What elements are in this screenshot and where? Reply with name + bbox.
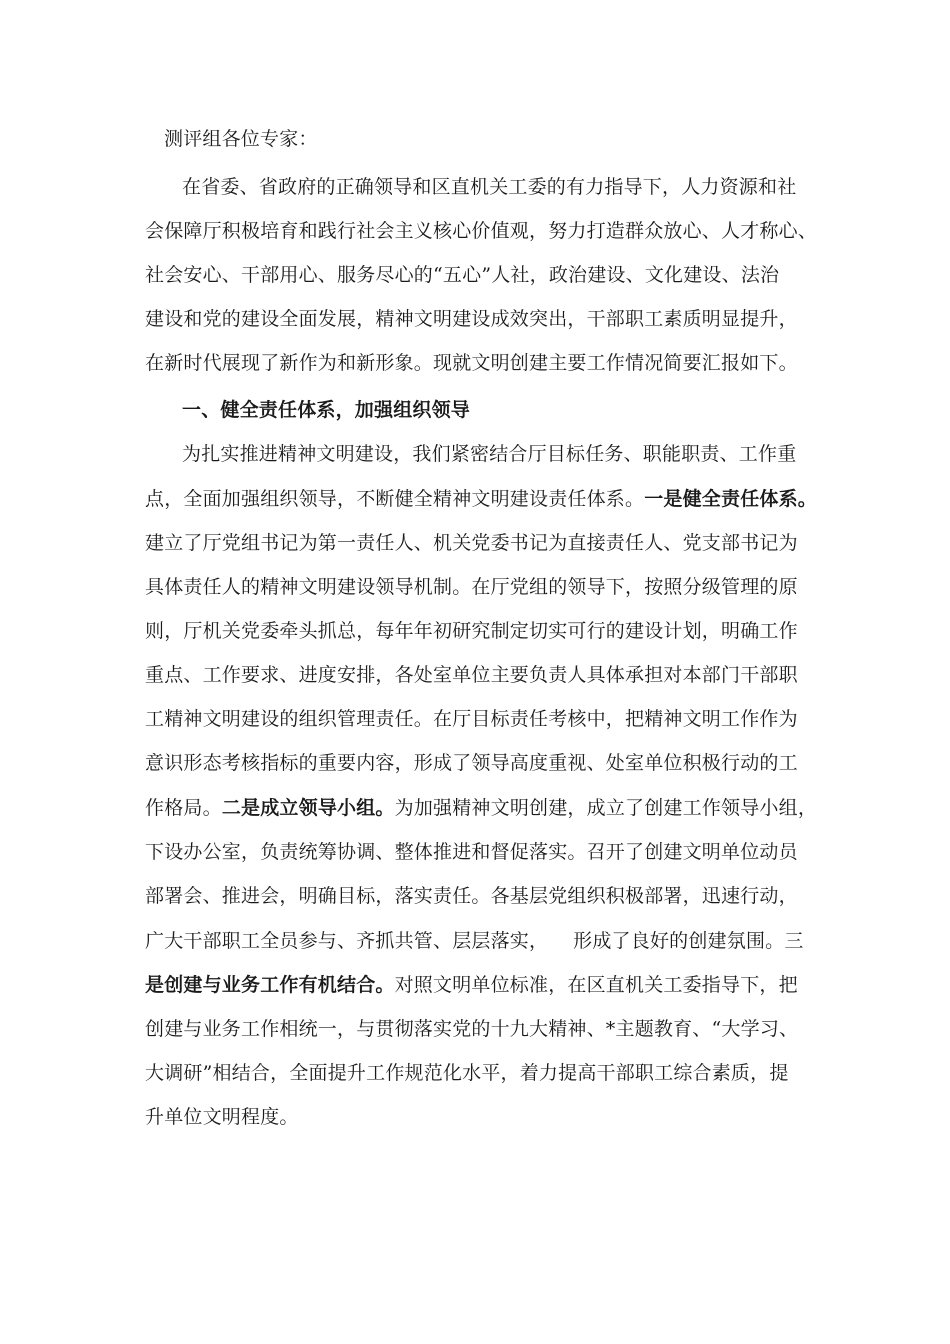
body-line-9-bold: 二是成立领导小组。 (221, 797, 395, 819)
intro-line-3: 社会安心、干部用心、服务尽心的“五心”人社，政治建设、文化建设、法治 (145, 264, 780, 286)
body-line-3: 建立了厅党组书记为第一责任人、机关党委书记为直接责任人、党支部书记为 (145, 532, 798, 554)
body-line-12: 广大干部职工全员参与、齐抓共管、层层落实， 形成了良好的创建氛围。三 (145, 930, 804, 952)
body-line-13-bold: 是创建与业务工作有机结合。 (145, 974, 395, 996)
body-line-16: 升单位文明程度。 (145, 1106, 299, 1128)
body-line-11: 部署会、推进会，明确目标，落实责任。各基层党组织积极部署，迅速行动， (145, 885, 798, 907)
body-line-2-bold: 一是健全责任体系。 (644, 488, 818, 510)
body-line-14: 创建与业务工作相统一，与贯彻落实党的十九大精神、*主题教育、“大学习、 (145, 1018, 799, 1040)
body-line-7: 工精神文明建设的组织管理责任。在厅目标责任考核中，把精神文明工作作为 (145, 708, 798, 730)
body-line-13 (145, 972, 798, 998)
body-line-1: 为扎实推进精神文明建设，我们紧密结合厅目标任务、职能职责、工作重 (182, 443, 797, 465)
body-line-9 (145, 795, 817, 821)
body-line-13-text: 对照文明单位标准，在区直机关工委指导下，把 (394, 974, 798, 996)
section-heading: 一、健全责任体系，加强组织领导 (182, 399, 471, 421)
intro-line-5: 在新时代展现了新作为和新形象。现就文明创建主要工作情况简要汇报如下。 (145, 352, 798, 374)
body-line-10: 下设办公室，负责统筹协调、整体推进和督促落实。召开了创建文明单位动员 (145, 841, 798, 863)
intro-line-4: 建设和党的建设全面发展，精神文明建设成效突出，干部职工素质明显提升， (145, 308, 798, 330)
body-line-5: 则，厅机关党委牵头抓总，每年年初研究制定切实可行的建设计划，明确工作 (145, 620, 798, 642)
body-line-6: 重点、工作要求、进度安排，各处室单位主要负责人具体承担对本部门干部职 (145, 664, 798, 686)
body-line-2 (145, 486, 817, 512)
salutation: 测评组各位专家： (164, 128, 318, 150)
body-line-9-text-a: 作格局。 (145, 797, 222, 819)
body-line-9-text-b: 为加强精神文明创建，成立了创建工作领导小组， (394, 797, 818, 819)
body-line-2-text: 点，全面加强组织领导，不断健全精神文明建设责任体系。 (145, 488, 645, 510)
intro-line-2: 会保障厅积极培育和践行社会主义核心价值观，努力打造群众放心、人才称心、 (145, 220, 818, 242)
body-line-15: 大调研”相结合，全面提升工作规范化水平，着力提高干部职工综合素质，提 (145, 1062, 789, 1084)
intro-line-1: 在省委、省政府的正确领导和区直机关工委的有力指导下，人力资源和社 (182, 176, 797, 198)
body-line-8: 意识形态考核指标的重要内容，形成了领导高度重视、处室单位积极行动的工 (145, 752, 798, 774)
body-line-4: 具体责任人的精神文明建设领导机制。在厅党组的领导下，按照分级管理的原 (145, 576, 798, 598)
